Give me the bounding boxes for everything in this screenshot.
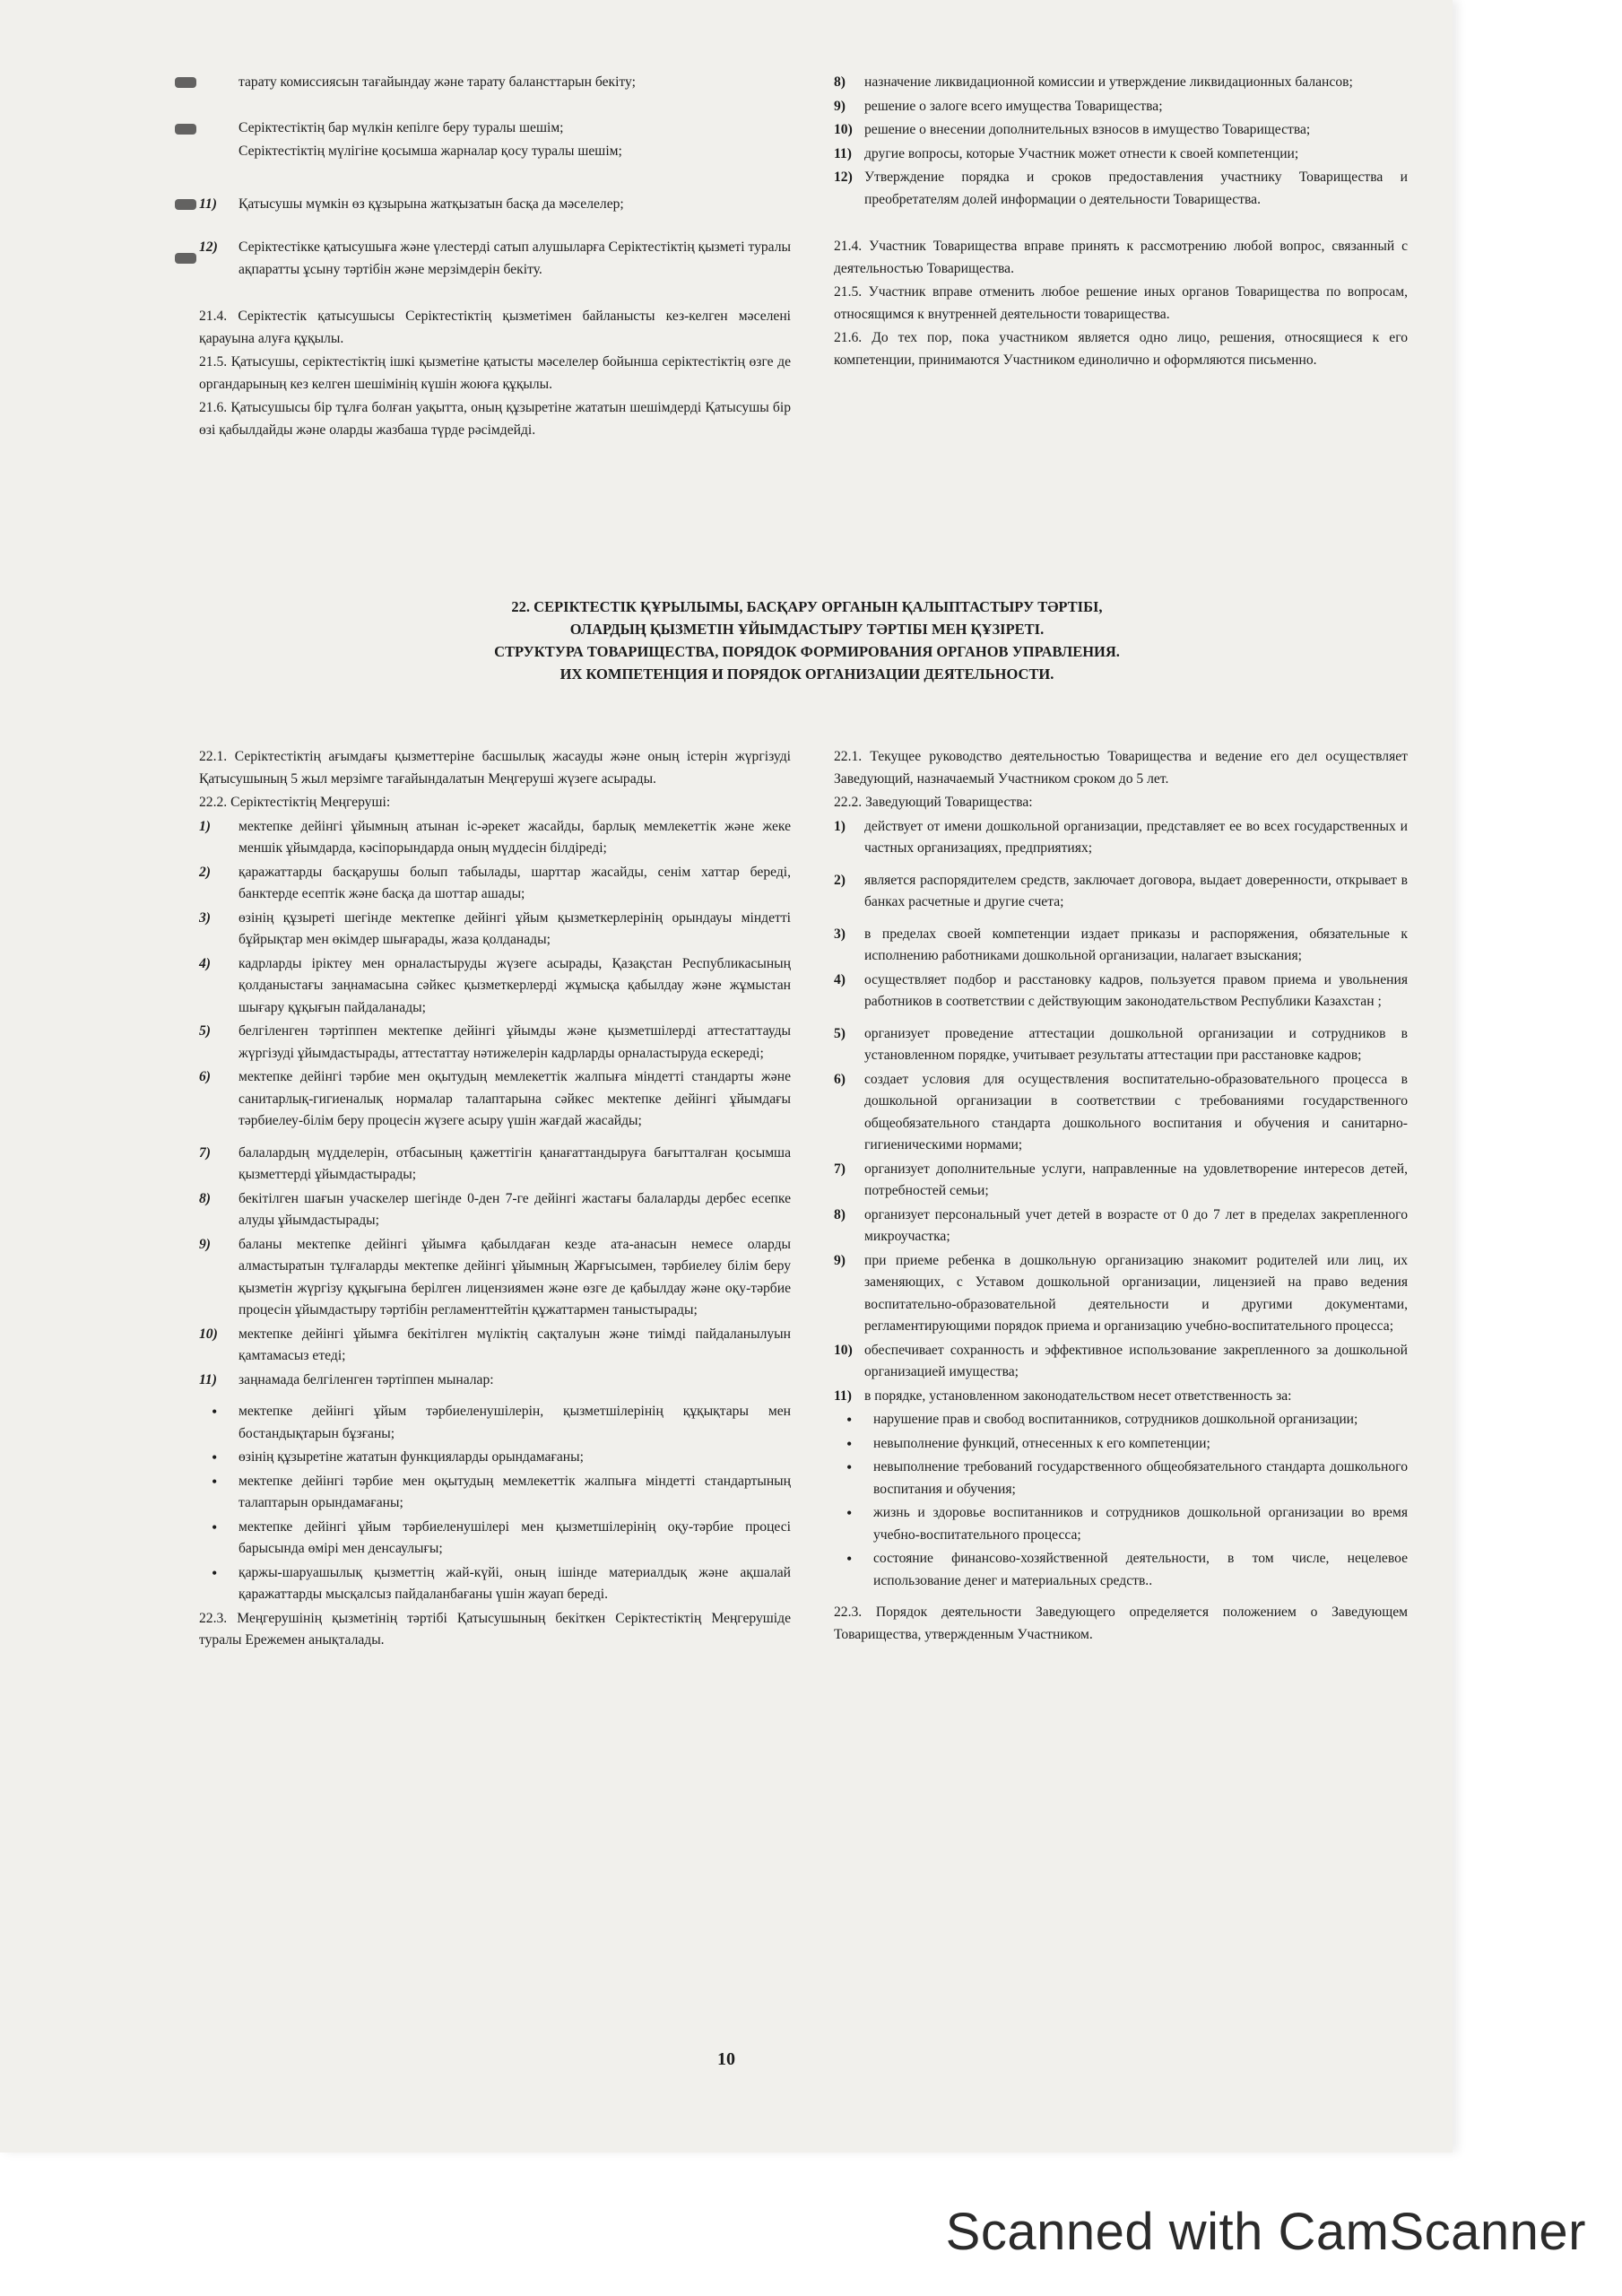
ru-item: 3) в пределах своей компетенции издает приказы и распоряжения, обязательные к исполнению работниками дошкольной организации, налагает взыскания; — [834, 926, 1408, 963]
kz-bullet: • мектепке дейінгі тәрбие мен оқытудың мемлекеттік жалпыға міндетті стандартының талаптарын орындамағаны; — [199, 1471, 791, 1515]
kz-bullet: • өзінің құзыретіне жататын функцияларды орындамағаны; — [199, 1447, 791, 1469]
top-ru-item: 12) Утверждение порядка и сроков предоставления участнику Товарищества и преобретателям долей информации о деятельности Товарищества. — [834, 170, 1408, 207]
kz-item: 5) белгіленген тәртіппен мектепке дейінгі ұйымды және қызметшілерді аттестаттауды жүргізуді ұйымдастырады, аттестаттау нәтижелерін кадрларды орналастыруда ескереді; — [199, 1023, 791, 1061]
top-ru-item: 10) решение о внесении дополнительных взносов в имущество Товарищества; — [834, 122, 1311, 137]
ru-item: 7) организует дополнительные услуги, направленные на удовлетворение интересов детей, потребностей семьи; — [834, 1161, 1408, 1198]
camscanner-watermark: Scanned with CamScanner — [945, 2203, 1586, 2261]
main-ru-column — [834, 746, 1408, 1648]
ru-item: 6) создает условия для осуществления воспитательно-образовательного процесса в дошкольной организации в соответствии с требованиями государственного общеобязательного стандарта дошкольного воспитания и обучения и санитарно-гигиеническими нормами; — [834, 1071, 1408, 1152]
main-kz-column — [199, 746, 791, 1654]
scan-artifact — [175, 199, 196, 210]
top-kz-item: Серіктестіктің бар мүлкін кепілге беру туралы шешім; — [239, 119, 564, 135]
ru-bullet: • нарушение прав и свобод воспитанников, сотрудников дошкольной организации; — [834, 1409, 1408, 1431]
top-ru-column — [834, 72, 1408, 373]
ru-item: 2) является распорядителем средств, заключает договора, выдает доверенности, открывает в банках расчетные и другие счета; — [834, 872, 1408, 909]
kz-item: 8) бекітілген шағын учаскелер шегінде 0-ден 7-ге дейінгі жастағы балаларды дербес есепке алуды ұйымдастырады; — [199, 1190, 791, 1228]
top-kz-item: тарату комиссиясын тағайындау және тарату балансттарын бекіту; — [239, 74, 636, 90]
scan-artifact — [175, 253, 196, 264]
ru-para-22-3: 22.3. Порядок деятельности Заведующего определяется положением о Заведующем Товарищества, утвержденным Участником. — [834, 1605, 1408, 1642]
top-kz-item: Серіктестіктің мүлігіне қосымша жарналар қосу туралы шешім; — [239, 144, 622, 159]
top-ru-item: 9) решение о залоге всего имущества Товарищества; — [834, 98, 1163, 114]
ru-item: 5) организует проведение аттестации дошкольной организации и сотрудников в установленном порядке, учитывает результаты аттестации при расстановке кадров; — [834, 1025, 1408, 1063]
top-kz-item: 11) Қатысушы мүмкін өз құзырына жатқызатын басқа да мәселелер; — [199, 196, 624, 212]
ru-bullet: • состояние финансово-хозяйственной деятельности, в том числе, нецелевое использование денег и материальных средств.. — [834, 1548, 1408, 1592]
kz-item: 9) баланы мектепке дейінгі ұйымға қабылдаған кезде ата-анасын немесе оларды алмастыратын тұлғаларды мектепке дейінгі ұйымның Жарғысымен, тәрбиелеу білім беру қызметін жүргізу құқығына берілген лицензиямен және өзге де қабылдау және оқу-тәрбие процесін ұйымдастыру тәртібін регламенттейтін құжаттармен таныстырады; — [199, 1236, 791, 1318]
kz-item: 4) кадрларды іріктеу мен орналастыруды жүзеге асырады, Қазақстан Республикасының қолданыстағы заңнамасына сәйкес қызметкерлерді жұмысқа қабылдау және жұмыстан шығару құқығын пайдаланады; — [199, 955, 791, 1015]
scan-artifact — [175, 124, 196, 135]
kz-item: 2) қаражаттарды басқарушы болып табылады, шарттар жасайды, сенім хаттар береді, банктерде есептік және басқа да шоттар ашады; — [199, 864, 791, 901]
top-kz-item: 12) Серіктестікке қатысушыға және үлестерді сатып алушыларға Серіктестіктің қызметі туралы ақпаратты ұсыну тәртібін және мерзімдерін бекіту. — [199, 239, 791, 277]
kz-item: 1) мектепке дейінгі ұйымның атынан іс-әрекет жасайды, барлық мемлекеттік және жеке меншік ұйымдарда, кәсіпорындарда оның мүддесін білдіреді; — [199, 818, 791, 856]
heading-line: 22. СЕРІКТЕСТІК ҚҰРЫЛЫМЫ, БАСҚАРУ ОРГАНЫН ҚАЛЫПТАСТЫРУ ТӘРТІБІ, — [511, 598, 1103, 615]
top-kz-para: 21.6. Қатысушысы бір тұлға болған уақытта, оның құзыретіне жататын шешімдерді Қатысушы бір өзі қабылдайды және оларды жазбаша түрде рәсімдейді. — [199, 400, 791, 438]
kz-bullet: • мектепке дейінгі ұйым тәрбиеленушілері мен қызметшілерінің оқу-тәрбие процесі барысында өмірі мен денсаулығы; — [199, 1517, 791, 1561]
kz-bullet: • мектепке дейінгі ұйым тәрбиеленушілерін, қызметшілерінің құқықтары мен бостандықтарын бұзғаны; — [199, 1401, 791, 1445]
ru-item: 8) организует персональный учет детей в возрасте от 0 до 7 лет в пределах закрепленного микроучастка; — [834, 1206, 1408, 1244]
scan-artifact — [175, 77, 196, 88]
kz-bullet: • қаржы-шаруашылық қызметтің жай-күйі, оның ішінде материалдық және ақшалай қаражаттарды мысқалсыз пайдаланбағаны үшін жауап береді. — [199, 1562, 791, 1606]
ru-item: 10) обеспечивает сохранность и эффективное использование закрепленного за дошкольной организацией имущества; — [834, 1342, 1408, 1379]
kz-para-22-1: 22.1. Серіктестіктің ағымдағы қызметтеріне басшылық жасауды және оның істерін жүргізуді Қатысушының 5 жыл мерзімге тағайындалатын Меңгеруші жүзеге асырады. — [199, 749, 791, 787]
ru-para-22-2: 22.2. Заведующий Товарищества: — [834, 795, 1033, 810]
kz-item: 3) өзінің құзыреті шегінде мектепке дейінгі ұйым қызметкерлерінің орындауы міндетті бұйрықтар мен өкімдер шығарады, жаза қолданады; — [199, 909, 791, 947]
ru-item: 9) при приеме ребенка в дошкольную организацию знакомит родителей или лиц, их заменяющих, с Уставом дошкольной организации, лицензией на право ведения воспитательно-образовательной деятельности и другими документами, регламентирующими порядок приема и организацию учебно-воспитательного процесса; — [834, 1252, 1408, 1334]
ru-item: 4) осуществляет подбор и расстановку кадров, пользуется правом приема и увольнения работников в соответствии с действующим законодательством Республики Казахстан ; — [834, 971, 1408, 1009]
top-ru-item: 11) другие вопросы, которые Участник может отнести к своей компетенции; — [834, 145, 1299, 161]
ru-bullet: • невыполнение функций, отнесенных к его компетенции; — [834, 1433, 1408, 1456]
heading-line: ИХ КОМПЕТЕНЦИЯ И ПОРЯДОК ОРГАНИЗАЦИИ ДЕЯТЕЛЬНОСТИ. — [559, 665, 1054, 683]
heading-line: СТРУКТУРА ТОВАРИЩЕСТВА, ПОРЯДОК ФОРМИРОВАНИЯ ОРГАНОВ УПРАВЛЕНИЯ. — [494, 643, 1120, 660]
kz-item: 10) мектепке дейінгі ұйымға бекітілген мүліктің сақталуын және тиімді пайдаланылуын қамтамасыз етеді; — [199, 1326, 791, 1363]
top-ru-para: 21.4. Участник Товарищества вправе принять к рассмотрению любой вопрос, связанный с деятельностью Товарищества. — [834, 239, 1408, 276]
heading-line: ОЛАРДЫҢ ҚЫЗМЕТІН ҰЙЫМДАСТЫРУ ТӘРТІБІ МЕН ҚҰЗІРЕТІ. — [569, 621, 1045, 638]
kz-item: 6) мектепке дейінгі тәрбие мен оқытудың мемлекеттік жалпыға міндетті стандарты және санитарлық-гигиеналық нормалар талаптарына сәйкес мектепке дейінгі ұйымдағы тәрбиелеу-білім беру процесін жүзеге асыру үшін жағдай жасайды; — [199, 1069, 791, 1128]
ru-item: 11) в порядке, установленном законодательством несет ответственность за: — [834, 1387, 1292, 1404]
top-ru-para: 21.5. Участник вправе отменить любое решение иных органов Товарищества по вопросам, относящимся к внутренней деятельности товарищества. — [834, 284, 1408, 322]
top-ru-para: 21.6. До тех пор, пока участником является одно лицо, решения, относящиеся к его компетенции, принимаются Участником единолично и оформляются письменно. — [834, 330, 1408, 368]
top-kz-para: 21.5. Қатысушы, серіктестіктің ішкі қызметіне қатысты мәселелер бойынша серіктестіктің өзге де органдарының кез келген шешімінің күшін жоюға құқылы. — [199, 354, 791, 392]
ru-bullet: • невыполнение требований государственного общеобязательного стандарта дошкольного воспитания и обучения; — [834, 1457, 1408, 1500]
section-22-heading — [377, 596, 1237, 685]
top-ru-item: 8) назначение ликвидационной комиссии и утверждение ликвидационных балансов; — [834, 74, 1353, 90]
page-number: 10 — [717, 2049, 735, 2069]
ru-bullet: • жизнь и здоровье воспитанников и сотрудников дошкольной организации во время учебно-воспитательного процесса; — [834, 1502, 1408, 1546]
top-kz-column — [199, 72, 791, 443]
kz-para-22-3: 22.3. Меңгерушінің қызметінің тәртібі Қатысушының бекіткен Серіктестіктің Меңгерушіде туралы Ережемен анықталады. — [199, 1610, 791, 1648]
kz-item: 7) балалардың мүдделерін, отбасының қажеттігін қанағаттандыруға бағытталған қосымша қызметтерді ұйымдастырады; — [199, 1144, 791, 1182]
ru-item: 1) действует от имени дошкольной организации, представляет ее во всех государственных и частных организациях, предприятиях; — [834, 818, 1408, 856]
kz-para-22-2: 22.2. Серіктестіктің Меңгеруші: — [199, 795, 391, 810]
kz-item: 11) заңнамада белгіленген тәртіппен мыналар: — [199, 1371, 494, 1387]
top-kz-para: 21.4. Серіктестік қатысушысы Серіктестіктің қызметімен байланысты кез-келген мәселені қарауына алуға құқылы. — [199, 309, 791, 346]
ru-para-22-1: 22.1. Текущее руководство деятельностью Товарищества и ведение его дел осуществляет Заведующий, назначаемый Участником сроком до 5 лет. — [834, 749, 1408, 787]
